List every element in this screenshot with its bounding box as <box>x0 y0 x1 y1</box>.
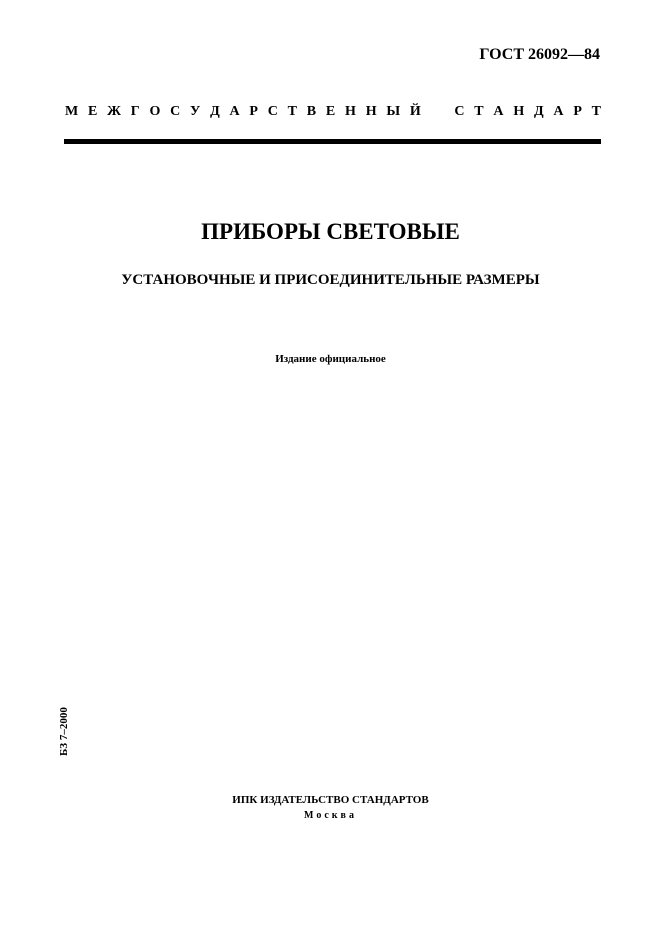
gost-number: ГОСТ 26092—84 <box>479 46 600 63</box>
document-subtitle: УСТАНОВОЧНЫЕ И ПРИСОЕДИНИТЕЛЬНЫЕ РАЗМЕРЫ <box>121 272 540 288</box>
document-title: ПРИБОРЫ СВЕТОВЫЕ <box>201 219 460 244</box>
word-gap <box>431 104 445 120</box>
publisher-name: ИПК ИЗДАТЕЛЬСТВО СТАНДАРТОВ <box>232 794 429 806</box>
standard-type-letter: Н <box>365 104 377 119</box>
standard-type-letter: Т <box>474 104 484 119</box>
standard-type-letter: У <box>190 104 201 119</box>
standard-type-letter: Е <box>325 104 336 119</box>
standard-type-letter: Т <box>287 104 298 119</box>
standard-type-letter: М <box>65 104 79 119</box>
standard-type-letter: Е <box>88 104 98 119</box>
standard-type-letter: Й <box>409 104 421 119</box>
standard-type-letter: Р <box>573 104 582 119</box>
standard-type-letter: В <box>306 104 317 119</box>
standard-type-letter: А <box>229 104 240 119</box>
standard-type-letter: Г <box>130 104 140 119</box>
standard-type-letter: С <box>267 104 278 119</box>
standard-type-letter: Д <box>210 104 220 119</box>
standard-type-letter: С <box>454 104 465 119</box>
standard-type-letter: Ж <box>107 104 121 119</box>
header-rule <box>64 139 601 144</box>
standard-type-letter: Н <box>345 104 356 119</box>
standard-type-letter: А <box>493 104 504 119</box>
side-code: БЗ 7–2000 <box>58 707 70 756</box>
publisher-city: Москва <box>304 810 357 821</box>
standard-type-letter: О <box>149 104 161 119</box>
standard-type-letter: Ы <box>386 104 401 119</box>
standard-type-letter: Т <box>591 104 601 119</box>
standard-type-letter: А <box>553 104 564 119</box>
edition-note: Издание официальное <box>275 353 386 365</box>
standard-type-letter: Р <box>249 104 258 119</box>
standard-type-letter: Н <box>513 104 525 119</box>
standard-type-heading <box>65 104 601 120</box>
standard-type-letter: Д <box>533 104 544 119</box>
standard-type-letter: С <box>170 104 181 119</box>
